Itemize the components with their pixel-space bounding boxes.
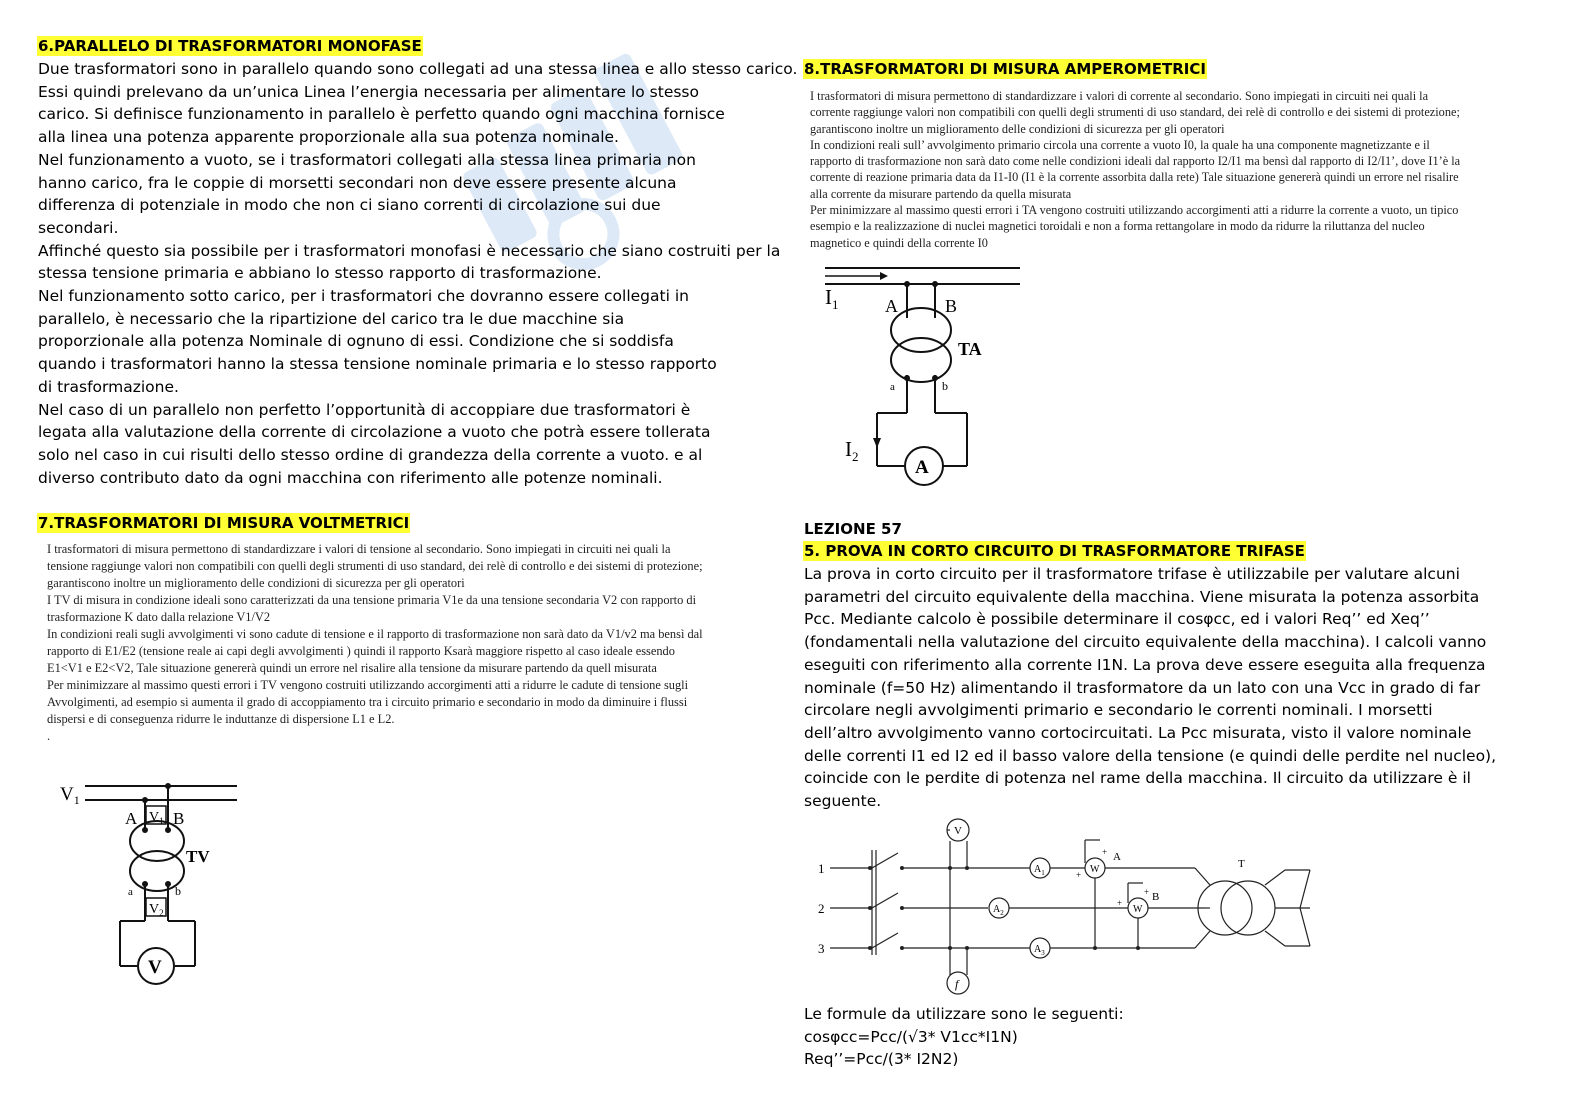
- section8-line: corrente di reazione primaria data da I1-I0 (I1 è la corrente assorbita dalla rete) Tale situazione genererà quindi un errore nel risalire: [810, 170, 1459, 185]
- wattmeter-a-label: A: [1113, 851, 1121, 863]
- lesson-line: parametri del circuito equivalente della macchina. Viene misurata la potenza assorbita: [804, 587, 1480, 606]
- section6-line: Due trasformatori sono in parallelo quando sono collegati ad una stessa linea e allo stesso carico.: [38, 60, 798, 78]
- section7-title: 7.TRASFORMATORI DI MISURA VOLTMETRICI: [38, 514, 410, 532]
- section7-line: .: [47, 729, 51, 743]
- section8-line: In condizioni reali sull’ avvolgimento primario circola una corrente a vuoto I0, la quale ha una componente magnetizzante e il: [810, 137, 1430, 152]
- section6-line: stessa tensione primaria e abbiano lo stesso rapporto di trasformazione.: [38, 264, 602, 283]
- section8-line: esempio e la realizzazione di nuclei magnetici toroidali e non a forma rettangolare in modo da ridurre la riluttanza del nucleo: [810, 219, 1425, 234]
- wattmeter-1-label: W: [1090, 864, 1100, 875]
- ammeter-label: A: [915, 457, 929, 478]
- section6-line: diverso contributo dato da ogni macchina con riferimento alle potenze nominali.: [38, 468, 663, 487]
- lesson-title: 5. PROVA IN CORTO CIRCUITO DI TRASFORMATORE TRIFASE: [804, 542, 1305, 560]
- section6-line: alla linea una potenza apparente proporzionale alla sua potenza nominale.: [38, 128, 619, 147]
- section7-line: rapporto di E1/E2 (tensione reale ai capi degli avvolgimenti ) quindi il rapporto Ksarà maggiore rispetto al caso ideale essendo: [47, 644, 675, 658]
- lesson-line: (fondamentali nella valutazione del circuito equivalente della macchina). I calcoli vanno: [804, 633, 1487, 652]
- formulas-block: [804, 1003, 1124, 1071]
- voltmeter-label: V: [148, 957, 162, 978]
- section6-line: secondari.: [38, 218, 119, 237]
- section7-line: Avvolgimenti, ad esempio si aumenta il grado di accoppiamento tra i circuito primario e secondario in modo da diminuire i flussi: [47, 695, 688, 709]
- lesson-label: LEZIONE 57: [804, 520, 902, 538]
- section7-line: dispersi e di conseguenza ridurre le induttanze di dispersione L1 e L2.: [47, 712, 395, 726]
- ta-diagram: [815, 258, 1030, 493]
- section7-line: Per minimizzare al massimo questi errori i TV vengono costruiti utilizzando accorgimenti atti a ridurre le cadute di tensione sugli: [47, 678, 689, 692]
- tv-label-tv: TV: [186, 847, 210, 866]
- section6-line: carico. Si definisce funzionamento in parallelo è perfetto quando ogni macchina fornisce: [38, 105, 725, 124]
- short-circuit-diagram: [810, 815, 1325, 1000]
- section7-line: tensione raggiunge valori non compatibili con quelli degli strumenti di uso standard, dei relè di controllo e dei sistemi di protezione;: [47, 559, 703, 573]
- phase-1-label: 1: [818, 861, 825, 876]
- ammeter-a3-label: $A_3$: [1034, 944, 1045, 957]
- section6-line: Nel funzionamento a vuoto, se i trasformatori collegati alla stessa linea primaria non: [38, 150, 696, 169]
- section6-line: proporzionale alla potenza Nominale di ognuno di essi. Condizione che si soddisfa: [38, 332, 674, 351]
- plus-sign: +: [1076, 870, 1082, 880]
- tv-label-v1: $V_1$: [60, 784, 80, 807]
- frequency-meter-label: f: [955, 977, 959, 991]
- voltmeter-v-label: V: [954, 825, 962, 837]
- wattmeter-b-label: B: [1152, 891, 1160, 903]
- section7-line: I trasformatori di misura permettono di standardizzare i valori di tensione al secondario. Sono impiegati in circuiti nei quali la: [47, 542, 671, 556]
- section8-line: alla corrente da misurare partendo da quella misurata: [810, 186, 1072, 201]
- section7-line: E1<V1 e E2<V2, Tale situazione genererà quindi un errore nel risalire alla tensione da misurare partendo da quell misurata: [47, 661, 657, 675]
- ta-label-sa: a: [890, 381, 895, 393]
- ta-label-i1: $I_1$: [825, 285, 839, 312]
- section7-line: garantiscono inoltre un miglioramento delle condizioni di sicurezza per gli operatori: [47, 576, 465, 590]
- section7-line: I TV di misura in condizione ideali sono caratterizzati da una tensione primaria V1e da una tensione secondaria V2 con rapporto di: [47, 593, 697, 607]
- section6-line: di trasformazione.: [38, 377, 179, 396]
- ammeter-a2-label: $A_2$: [993, 904, 1004, 917]
- ta-label-ta: TA: [958, 339, 982, 359]
- lesson-line: eseguiti con riferimento alla corrente I1N. La prova deve essere eseguita alla frequenza: [804, 655, 1486, 674]
- plus-sign: +: [1102, 847, 1108, 857]
- formulas-intro: Le formule da utilizzare sono le seguenti:: [804, 1005, 1124, 1023]
- section6-title: 6.PARALLELO DI TRASFORMATORI MONOFASE: [38, 37, 422, 55]
- plus-sign: +: [1144, 887, 1150, 897]
- section6-line: Affinché questo sia possibile per i trasformatori monofasi è necessario che siano costruiti per la: [38, 241, 781, 260]
- section6-line: quando i trasformatori hanno la stessa tensione nominale primaria e lo stesso rapporto: [38, 355, 717, 374]
- transformer-t-label: T: [1238, 858, 1245, 870]
- section7-line: In condizioni reali sugli avvolgimenti vi sono cadute di tensione e il rapporto di trasformazione non sarà dato da V1/v2 ma bensì dal: [47, 627, 703, 641]
- ta-label-a: A: [885, 296, 898, 316]
- section8-line: rapporto di trasformazione non sarà dato come nelle condizioni ideali dal rapporto I2/I1 ma bensì dal rapporto di I2/I1’, dove I1’è la: [810, 154, 1461, 169]
- tv-diagram: [55, 778, 255, 993]
- section8-line: I trasformatori di misura permettono di standardizzare i valori di corrente al secondario. Sono impiegati in circuiti nei quali la: [810, 89, 1429, 103]
- section8-body: [810, 88, 1460, 251]
- section8-line: corrente raggiunge valori non compatibili con quelli degli strumenti di uso standard, dei relè di controllo e dei sistemi di protezione;: [810, 105, 1460, 120]
- formula-cosphi: cosφcc=Pcc/(√3* V1cc*I1N): [804, 1027, 1018, 1046]
- plus-sign: +: [1117, 898, 1123, 908]
- section7-line: trasformazione K dato dalla relazione V1/V2: [47, 610, 271, 624]
- phase-2-label: 2: [818, 901, 825, 916]
- tv-label-v2: $V_2$: [149, 902, 164, 918]
- lesson-line: dell’altro avvolgimento vanno cortocircuitati. La Pcc misurata, visto il valore nominale: [804, 723, 1472, 742]
- tv-label-sb: b: [175, 884, 181, 898]
- phase-3-label: 3: [818, 941, 825, 956]
- tv-label-sa: a: [128, 886, 133, 898]
- section6-line: Nel caso di un parallelo non perfetto l’opportunità di accoppiare due trasformatori è: [38, 400, 691, 419]
- section8-line: garantiscono inoltre un miglioramento delle condizioni di sicurezza per gli operatori: [810, 121, 1225, 136]
- lesson-line: nominale (f=50 Hz) alimentando il trasformatore da un lato con una Vcc in grado di far: [804, 678, 1481, 697]
- section6-body: [38, 58, 797, 489]
- lesson-line: delle correnti I1 ed I2 ed il basso valore della tensione (e quindi delle perdite nel nucleo),: [804, 746, 1497, 765]
- section6-line: Essi quindi prelevano da un’unica Linea l’energia necessaria per alimentare lo stesso: [38, 82, 699, 101]
- section6-line: differenza di potenziale in modo che non ci siano correnti di circolazione sui due: [38, 196, 661, 215]
- section8-line: magnetico e quindi della corrente I0: [810, 235, 988, 250]
- lesson-line: circolare negli avvolgimenti primario e secondario le correnti nominali. I morsetti: [804, 701, 1433, 720]
- ta-label-i2: $I_2$: [845, 437, 859, 464]
- section6-line: hanno carico, fra le coppie di morsetti secondari non deve essere presente alcuna: [38, 173, 677, 192]
- lesson-line: coincide con le perdite di potenza nel rame della macchina. Il circuito da utilizzare è il: [804, 769, 1471, 788]
- tv-label-b: B: [173, 809, 185, 828]
- lesson-line: Pcc. Mediante calcolo è possibile determinare il cosφcc, ed i valori Req’’ ed Xeq’’: [804, 610, 1430, 629]
- section6-line: Nel funzionamento sotto carico, per i trasformatori che dovranno essere collegati in: [38, 287, 689, 306]
- lesson-line: seguente.: [804, 792, 882, 811]
- tv-label-a: A: [125, 809, 138, 828]
- ammeter-a1-label: $A_1$: [1034, 864, 1045, 877]
- ta-label-b: B: [945, 296, 958, 316]
- wattmeter-2-label: W: [1133, 904, 1143, 915]
- section8-title: 8.TRASFORMATORI DI MISURA AMPEROMETRICI: [804, 60, 1206, 78]
- section6-line: solo nel caso in cui risulti dello stesso ordine di grandezza della corrente a vuoto. e al: [38, 445, 703, 464]
- tv-label-vbox: $V_1$: [149, 810, 164, 826]
- lesson-line: La prova in corto circuito per il trasformatore trifase è utilizzabile per valutare alcuni: [804, 565, 1460, 583]
- formula-req: Req’’=Pcc/(3* I2N2): [804, 1050, 959, 1069]
- section6-line: parallelo, è necessario che la ripartizione del carico tra le due macchine sia: [38, 309, 625, 328]
- lesson-body: [804, 563, 1496, 813]
- ta-label-sb: b: [942, 379, 948, 393]
- section6-line: legata alla valutazione della corrente di circolazione a vuoto che potrà essere tollerata: [38, 423, 711, 442]
- section8-line: Per minimizzare al massimo questi errori i TA vengono costruiti utilizzando accorgimenti atti a ridurre la corrente a vuoto, un tipico: [810, 203, 1459, 218]
- section7-body: [47, 541, 703, 745]
